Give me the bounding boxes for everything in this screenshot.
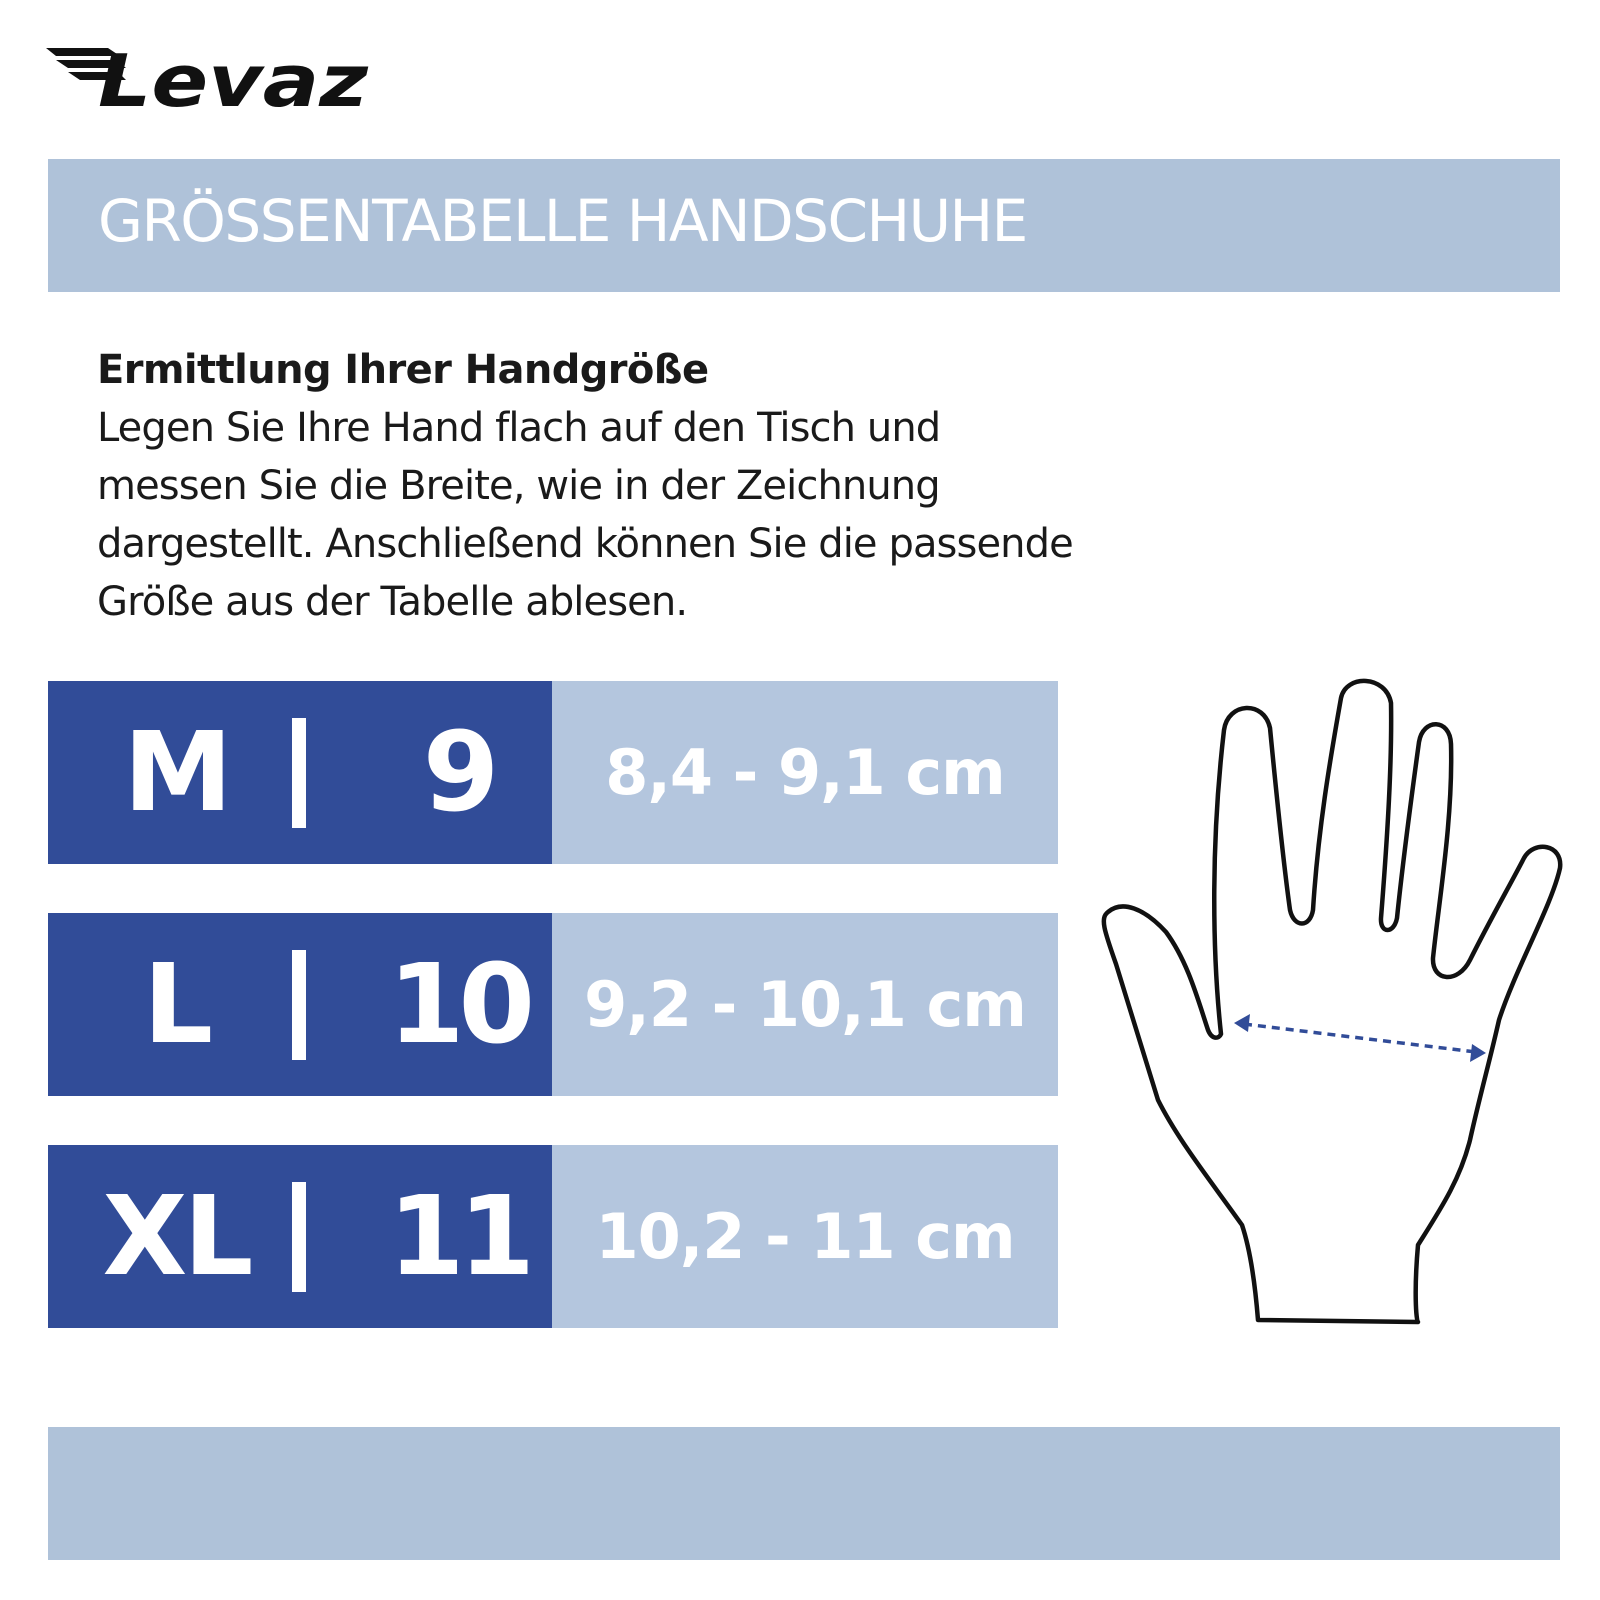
title-band — [48, 159, 1560, 292]
page-title: GRÖSSENTABELLE HANDSCHUHE — [98, 187, 1027, 255]
size-label-cell — [48, 1145, 552, 1328]
size-separator — [292, 1182, 306, 1292]
size-separator — [292, 718, 306, 828]
size-label-cell — [48, 913, 552, 1096]
size-number: 9 — [422, 708, 494, 836]
size-range: 10,2 - 11 cm — [595, 1200, 1015, 1273]
size-letter: L — [142, 940, 210, 1068]
size-row-l — [48, 913, 1058, 1096]
hand-outline — [1104, 681, 1560, 1322]
size-range-cell — [552, 681, 1058, 864]
size-separator — [292, 950, 306, 1060]
intro-section — [97, 341, 1097, 631]
size-label-cell — [48, 681, 552, 864]
footer-band — [48, 1427, 1560, 1560]
size-range-cell — [552, 1145, 1058, 1328]
measure-line — [1244, 1024, 1476, 1052]
measure-arrowhead-right — [1470, 1044, 1486, 1062]
logo-wordmark: Levaz — [98, 44, 370, 116]
size-number: 11 — [388, 1172, 530, 1300]
size-row-m — [48, 681, 1058, 864]
hand-outline-icon — [1090, 670, 1570, 1330]
size-letter: XL — [102, 1172, 250, 1300]
size-range: 8,4 - 9,1 cm — [605, 736, 1005, 809]
size-row-xl — [48, 1145, 1058, 1328]
intro-text: Legen Sie Ihre Hand flach auf den Tisch und messen Sie die Breite, wie in der Zeichnung dargestellt. Anschließend können Sie die passende Größe aus der Tabelle ablesen. — [97, 405, 1073, 625]
intro-heading: Ermittlung Ihrer Handgröße — [97, 347, 709, 393]
size-number: 10 — [388, 940, 530, 1068]
size-range-cell — [552, 913, 1058, 1096]
measure-arrowhead-left — [1234, 1014, 1250, 1032]
size-letter: M — [123, 708, 229, 836]
size-range: 9,2 - 10,1 cm — [584, 968, 1026, 1041]
levaz-logo — [46, 44, 376, 116]
